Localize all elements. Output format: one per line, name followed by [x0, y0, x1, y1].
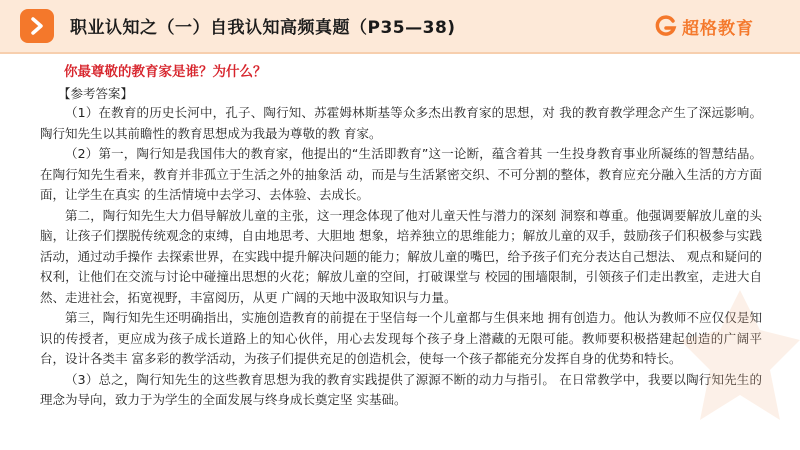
- chevron-right-icon: [20, 9, 54, 43]
- decorative-watermark: [680, 270, 800, 450]
- answer-paragraph: 第二，陶行知先生大力倡导解放儿童的主张，这一理念体现了他对儿童天性与潜力的深刻 洞察和尊重。他强调要解放儿童的头脑，让孩子们摆脱传统观念的束缚，自由地思考、大胆地 想象，培养独立的思维能力；解放儿童的双手，鼓励孩子们积极参与实践活动，通过动手操作 去探索世界，在实践中提升解决问题的能力；解放儿童的嘴巴，给予孩子们充分表达自己想法、 观点和疑问的权利，让他们在交流与讨论中碰撞出思想的火花；解放儿童的空间，打破课堂与 校园的围墙限制，引领孩子们走出教室，走进大自然、走进社会，拓宽视野，丰富阅历，从更 广阔的天地中汲取知识与力量。: [40, 207, 762, 305]
- logo-mark-icon: [654, 14, 678, 38]
- main-content: [40, 62, 762, 411]
- page-title: 职业认知之（一）自我认知高频真题（P35—38): [70, 18, 456, 38]
- slide-header: [0, 0, 800, 54]
- answer-paragraph: 第三，陶行知先生还明确指出，实施创造教育的前提在于坚信每一个儿童都与生俱来地 拥有创造力。他认为教师不应仅仅是知识的传授者，更应成为孩子成长道路上的知心伙伴，用心去发现每个孩子身上潜藏的无限可能。教师要积极搭建起创造的广阔平台，设计各类丰 富多彩的教学活动，为孩子们提供充足的创造机会，使每一个孩子都能充分发挥自身的优势和特长。: [40, 310, 762, 366]
- answer-paragraph: （2）第一，陶行知是我国伟大的教育家，他提出的“生活即教育”这一论断，蕴含着其 一生投身教育事业所凝练的智慧结晶。在陶行知先生看来，教育并非孤立于生活之外的抽象活 动，而是与生活紧密交织、不可分割的整体，教育应充分融入生活的方方面面，让学生在真实 的生活情境中去学习、去体验、去成长。: [40, 146, 762, 202]
- answer-label: 【参考答案】: [58, 86, 134, 101]
- answer-paragraph: （1）在教育的历史长河中，孔子、陶行知、苏霍姆林斯基等众多杰出教育家的思想，对 我的教育教学理念产生了深远影响。陶行知先生以其前瞻性的教育思想成为我最为尊敬的教 育家。: [40, 105, 762, 141]
- logo-text: 超格教育: [682, 18, 754, 39]
- brand-logo: [654, 13, 754, 39]
- answer-paragraph: （3）总之，陶行知先生的这些教育思想为我的教育实践提供了源源不断的动力与指引。 在日常教学中，我要以陶行知先生的理念为导向，致力于为学生的全面发展与终身成长奠定坚 实基础。: [40, 371, 762, 407]
- question-heading: 你最尊敬的教育家是谁？为什么？: [64, 64, 267, 80]
